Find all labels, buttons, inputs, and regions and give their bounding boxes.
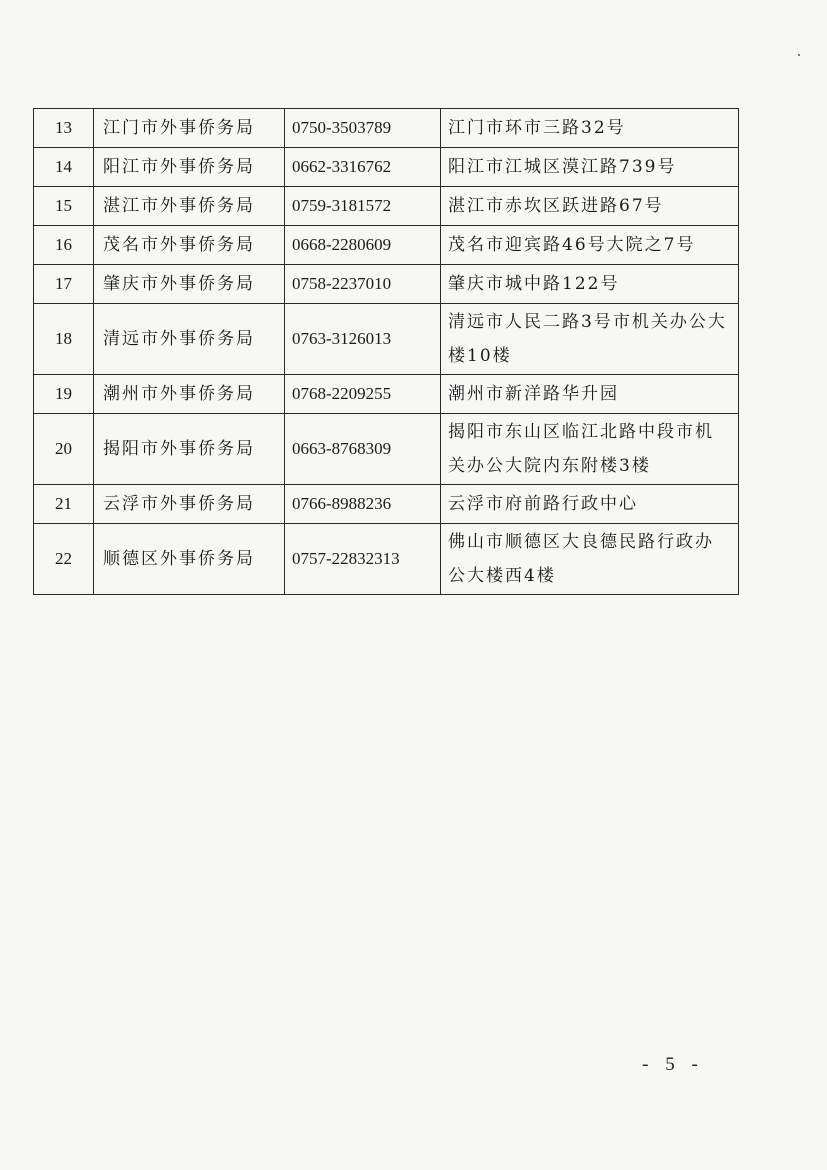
row-number: 20	[34, 414, 94, 485]
office-address: 揭阳市东山区临江北路中段市机关办公大院内东附楼3楼	[441, 414, 739, 485]
office-name: 茂名市外事侨务局	[94, 226, 285, 265]
phone-number: 0759-3181572	[285, 187, 441, 226]
contact-table	[33, 108, 739, 595]
phone-number: 0750-3503789	[285, 109, 441, 148]
table-row	[34, 109, 739, 148]
phone-number: 0763-3126013	[285, 304, 441, 375]
table-row	[34, 485, 739, 524]
office-name: 江门市外事侨务局	[94, 109, 285, 148]
row-number: 22	[34, 524, 94, 595]
scan-speck	[798, 54, 800, 56]
row-number: 18	[34, 304, 94, 375]
office-name: 顺德区外事侨务局	[94, 524, 285, 595]
phone-number: 0663-8768309	[285, 414, 441, 485]
row-number: 19	[34, 375, 94, 414]
office-address: 湛江市赤坎区跃进路67号	[441, 187, 739, 226]
phone-number: 0668-2280609	[285, 226, 441, 265]
table-row	[34, 304, 739, 375]
office-address: 清远市人民二路3号市机关办公大楼10楼	[441, 304, 739, 375]
office-address: 茂名市迎宾路46号大院之7号	[441, 226, 739, 265]
table-row	[34, 524, 739, 595]
row-number: 17	[34, 265, 94, 304]
row-number: 13	[34, 109, 94, 148]
row-number: 16	[34, 226, 94, 265]
table-row	[34, 187, 739, 226]
office-name: 肇庆市外事侨务局	[94, 265, 285, 304]
office-name: 云浮市外事侨务局	[94, 485, 285, 524]
table-row	[34, 414, 739, 485]
phone-number: 0768-2209255	[285, 375, 441, 414]
row-number: 14	[34, 148, 94, 187]
page-number: - 5 -	[642, 1054, 704, 1075]
phone-number: 0758-2237010	[285, 265, 441, 304]
office-address: 肇庆市城中路122号	[441, 265, 739, 304]
office-address: 潮州市新洋路华升园	[441, 375, 739, 414]
office-address: 江门市环市三路32号	[441, 109, 739, 148]
table-row	[34, 226, 739, 265]
phone-number: 0757-22832313	[285, 524, 441, 595]
row-number: 15	[34, 187, 94, 226]
office-address: 阳江市江城区漠江路739号	[441, 148, 739, 187]
office-name: 揭阳市外事侨务局	[94, 414, 285, 485]
office-name: 阳江市外事侨务局	[94, 148, 285, 187]
office-name: 清远市外事侨务局	[94, 304, 285, 375]
office-address: 佛山市顺德区大良德民路行政办公大楼西4楼	[441, 524, 739, 595]
office-name: 湛江市外事侨务局	[94, 187, 285, 226]
table-row	[34, 265, 739, 304]
row-number: 21	[34, 485, 94, 524]
phone-number: 0662-3316762	[285, 148, 441, 187]
office-name: 潮州市外事侨务局	[94, 375, 285, 414]
office-address: 云浮市府前路行政中心	[441, 485, 739, 524]
phone-number: 0766-8988236	[285, 485, 441, 524]
table-row	[34, 375, 739, 414]
table-row	[34, 148, 739, 187]
